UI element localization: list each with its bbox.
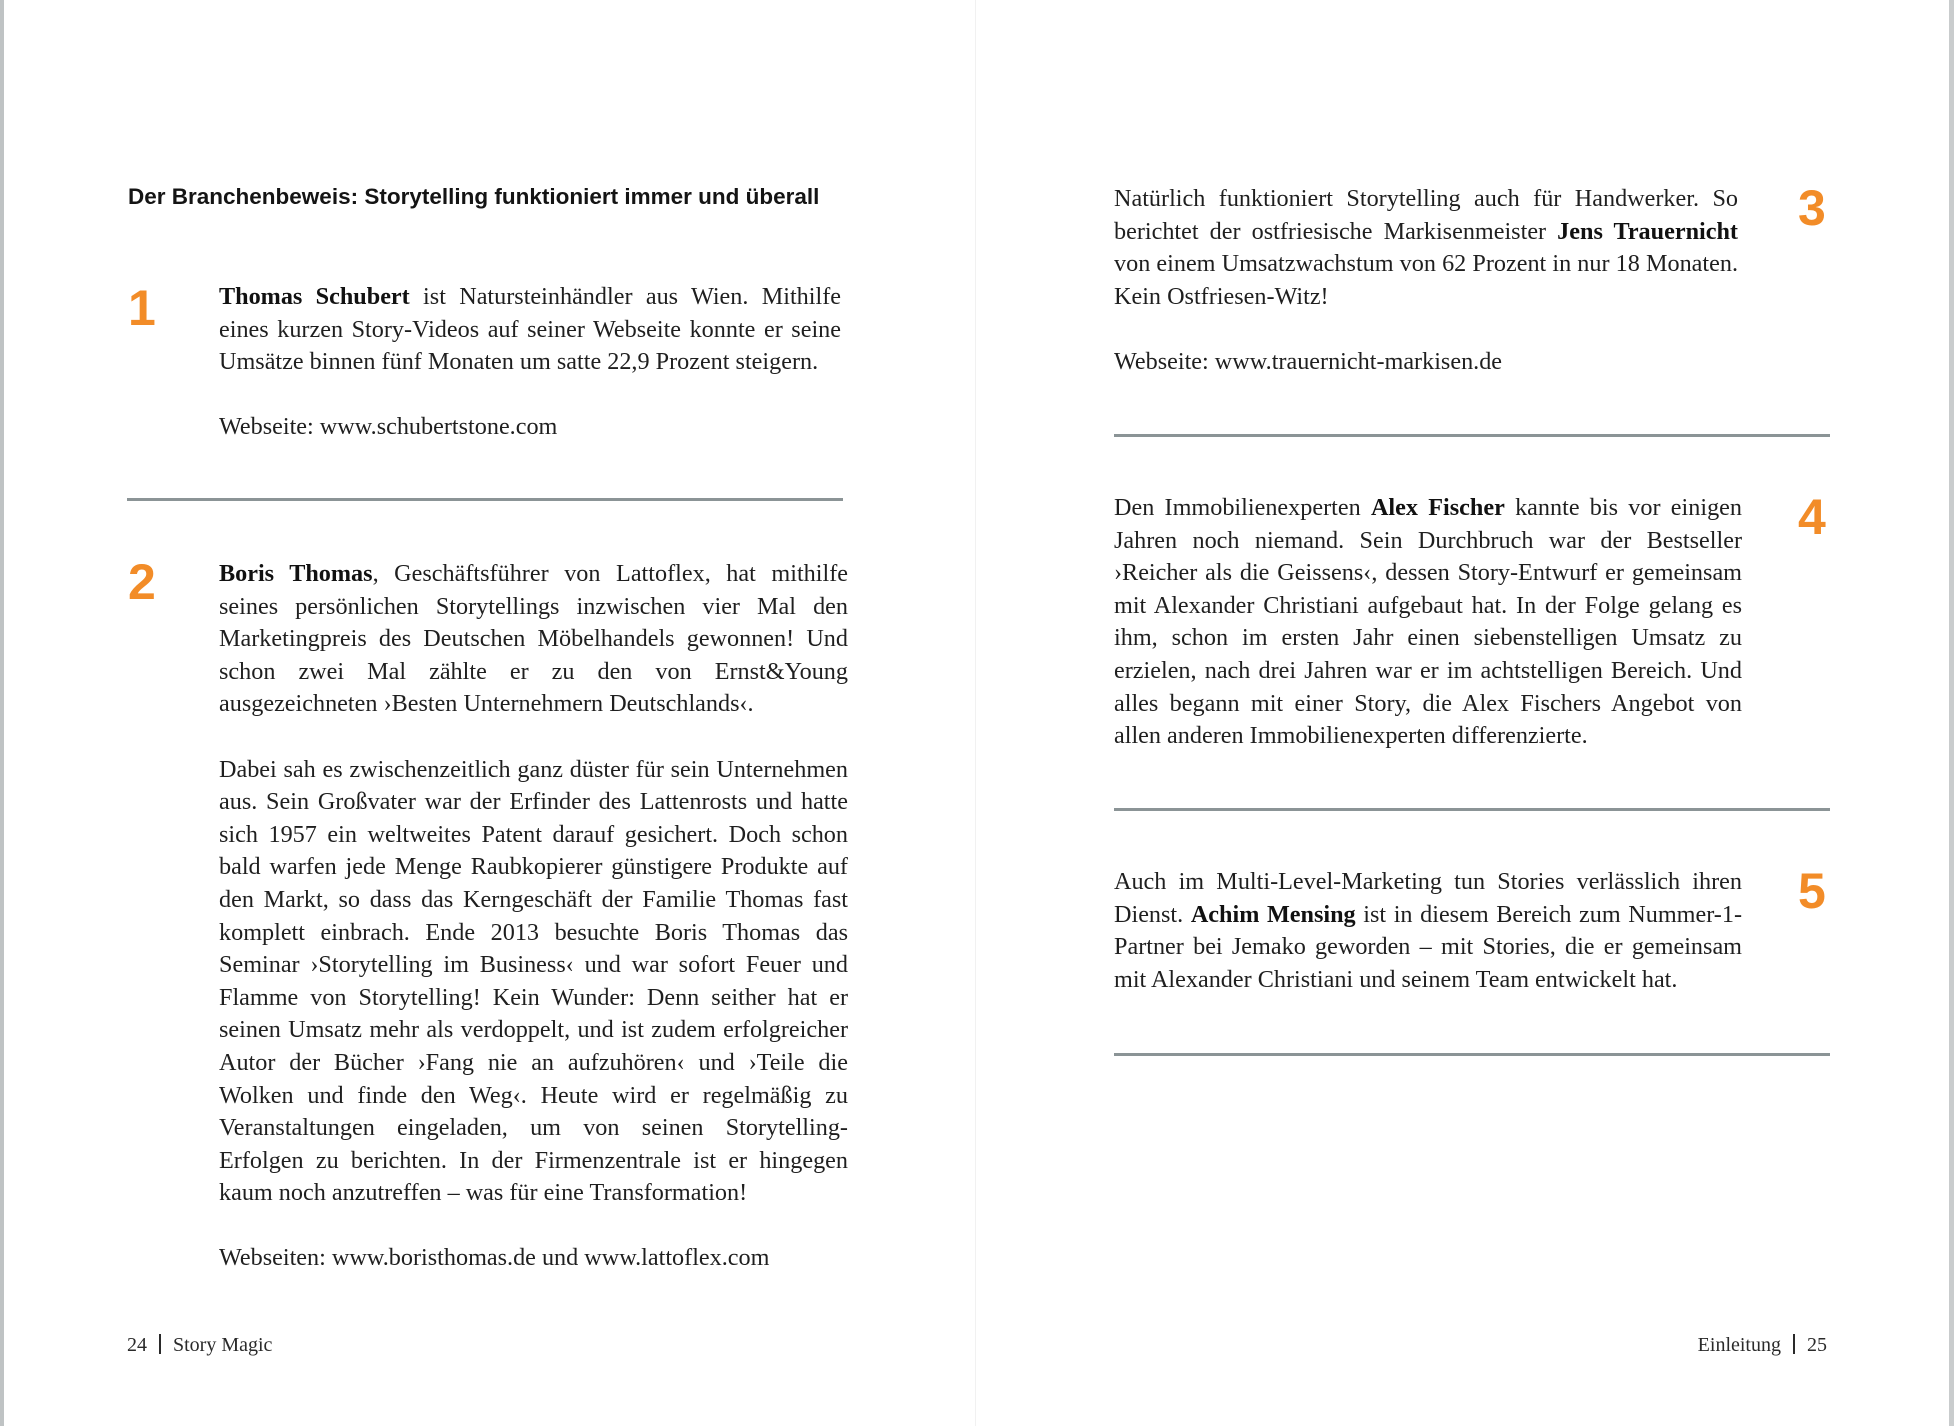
- entry-4-body-start: Den Immobilienexperten: [1114, 494, 1371, 521]
- footer-left: [127, 1334, 272, 1357]
- entry-3-name: Jens Trauernicht: [1557, 217, 1738, 245]
- entry-1-text: [219, 281, 841, 379]
- page-edge-right: [1949, 0, 1954, 1426]
- entry-5-body-start: Auch im Multi-Level-Marketing tun Stories verlässlich ihren Dienst.: [1114, 868, 1742, 928]
- page-edge-left: [0, 0, 4, 1426]
- footer-separator-right: [1793, 1334, 1795, 1354]
- footer-separator-left: [159, 1334, 161, 1354]
- entry-2-body: , Geschäftsführer von Lattoflex, hat mithilfe seines persönlichen Storytellings inzwischen vier Mal den Marketingpreis des Deutschen Möbelhandels gewonnen! Und schon zwei Mal zählte er zu den von Ernst&Young ausgezeichneten ›Besten Unternehmern Deutschlands‹.: [219, 560, 848, 718]
- entry-number-1: 1: [128, 280, 156, 336]
- entry-2-text-2: Dabei sah es zwischenzeitlich ganz düster für sein Unternehmen aus. Sein Großvater war der Erfinder des Lattenrosts und hatte sich 1957 ein weltweites Patent darauf gesichert. Doch schon bald warfen jede Menge Raubkopierer günstigere Produkte auf den Markt, so dass das Kerngeschäft der Familie Thomas fast komplett einbrach. Ende 2013 besuchte Boris Thomas das Seminar ›Storytelling im Business‹ und war sofort Feuer und Flamme von Storytelling! Kein Wunder: Denn seither hat er seinen Umsatz mehr als verdoppelt, und ist zudem erfolgreicher Autor der Bücher ›Fang nie an aufzuhören‹ und ›Teile die Wolken und finde den Weg‹. Heute wird er regelmäßig zu Veranstaltungen eingeladen, um von seinen Storytelling-Erfolgen zu berichten. In der Firmenzentrale ist er hingegen kaum noch anzutreffen – was für eine Transformation!: [219, 755, 848, 1207]
- entry-number-5: 5: [1798, 863, 1826, 919]
- entry-4-name: Alex Fischer: [1370, 494, 1505, 521]
- entry-3-body: von einem Umsatzwachstum von 62 Prozent in nur 18 Monaten. Kein Ostfriesen-Witz!: [1114, 250, 1738, 310]
- entry-number-3: 3: [1798, 180, 1826, 236]
- entry-number-4: 4: [1798, 489, 1826, 545]
- entry-5-text: [1114, 866, 1742, 996]
- entry-3-website: Webseite: www.trauernicht-markisen.de: [1114, 347, 1503, 375]
- divider-3: [1114, 434, 1830, 437]
- page-number-right: 25: [1807, 1334, 1827, 1356]
- divider-5: [1114, 1053, 1830, 1056]
- entry-5-body: ist in diesem Bereich zum Nummer-1-Partner bei Jemako geworden – mit Stories, die er gemeinsam mit Alexander Christiani und seinem Team entwickelt hat.: [1114, 900, 1743, 993]
- entry-3-body-start: Natürlich funktioniert Storytelling auch für Handwerker. So berichtet der ostfriesische Markisenmeister: [1114, 185, 1738, 245]
- entry-1: [219, 281, 841, 444]
- entry-4: [1114, 492, 1742, 753]
- divider-1: [127, 498, 843, 501]
- running-title-left: Story Magic: [173, 1334, 273, 1356]
- entry-1-body: ist Natursteinhändler aus Wien. Mithilfe eines kurzen Story-Videos auf seiner Webseite konnte er seine Umsätze binnen fünf Monaten um satte 22,9 Prozent steigern.: [219, 283, 842, 376]
- entry-5: [1114, 866, 1742, 996]
- entry-3-text: [1114, 183, 1738, 313]
- entry-number-2: 2: [128, 554, 156, 610]
- entry-2-name: Boris Thomas: [219, 560, 373, 587]
- entry-3: [1114, 183, 1738, 379]
- running-title-right: Einleitung: [1697, 1334, 1781, 1356]
- entry-4-body: kannte bis vor einigen Jahren noch niemand. Sein Durchbruch war der Bestseller ›Reicher als die Geissens‹, dessen Story-Entwurf er gemeinsam mit Alexander Christiani aufgebaut hat. In der Folge gelang es ihm, schon im ersten Jahr einen siebenstelligen Umsatz zu erzielen, nach drei Jahren war er im achtstelligen Bereich. Und alles begann mit einer Story, die Alex Fischers Angebot von allen anderen Immobilienexperten differenzierte.: [1114, 494, 1742, 750]
- page-gutter: [975, 0, 976, 1426]
- section-heading: Der Branchenbeweis: Storytelling funktioniert immer und überall: [128, 184, 820, 209]
- divider-4: [1114, 808, 1830, 811]
- entry-2-text: [219, 558, 848, 721]
- footer-right: [1698, 1334, 1827, 1357]
- entry-1-name: Thomas Schubert: [219, 283, 410, 310]
- entry-4-text: [1114, 492, 1742, 753]
- entry-1-website: Webseite: www.schubertstone.com: [219, 413, 558, 441]
- entry-5-name: Achim Mensing: [1190, 900, 1356, 928]
- page-number-left: 24: [127, 1334, 147, 1356]
- entry-2: [219, 558, 848, 1275]
- entry-2-website: Webseiten: www.boristhomas.de und www.lattoflex.com: [219, 1244, 770, 1272]
